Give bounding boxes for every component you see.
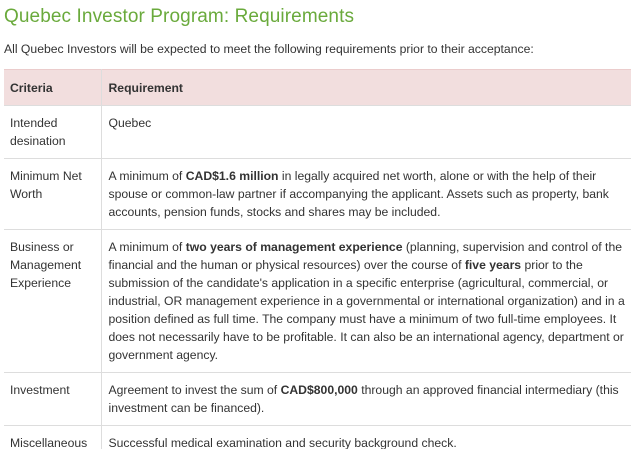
requirement-highlight: five years: [464, 258, 522, 272]
criteria-cell: Miscellaneous: [4, 426, 101, 449]
requirement-highlight: CAD$1.6 million: [185, 169, 279, 183]
header-requirement: Requirement: [101, 70, 631, 106]
requirement-text: A minimum of: [108, 240, 186, 254]
requirement-highlight: two years of management experience: [185, 240, 403, 254]
criteria-cell: Investment: [4, 373, 101, 426]
table-row: [4, 159, 631, 230]
table-row: [4, 230, 631, 373]
table-row: [4, 426, 631, 449]
requirement-cell: [101, 159, 631, 230]
requirement-text: A minimum of: [108, 169, 186, 183]
requirement-text: in legally acquired net worth, alone or with the help of their spouse or common-law partner if accompanying the applicant. Assets such as property, bank accounts, pension funds, stocks and shares may be included.: [108, 169, 609, 219]
requirement-text: Agreement to invest the sum of: [108, 383, 281, 397]
intro-text: All Quebec Investors will be expected to meet the following requirements prior to their acceptance:: [4, 42, 534, 56]
table-header-row: [4, 70, 631, 106]
requirement-cell: [101, 373, 631, 426]
header-criteria: Criteria: [4, 70, 101, 106]
requirement-cell: [101, 106, 631, 159]
requirement-text: prior to the submission of the candidate's application in a specific enterprise (agricultural, commercial, or industrial, OR management experience in a governmental or international organization) and in a position defined as full time. The company must have a minimum of two full-time employees. It does not necessarily have to be profitable. It can also be an international agency, department or government agency.: [108, 258, 625, 362]
page-title: Quebec Investor Program: Requirements: [4, 6, 355, 27]
requirement-text: (planning, supervision and control of the financial and the human or physical resources) over the course of: [108, 240, 622, 272]
requirement-text: Quebec: [108, 116, 152, 130]
criteria-cell: Minimum Net Worth: [4, 159, 101, 230]
table-row: [4, 106, 631, 159]
requirement-text: Successful medical examination and security background check.: [108, 436, 457, 449]
requirement-cell: [101, 426, 631, 449]
requirements-table: [4, 69, 631, 449]
requirement-cell: [101, 230, 631, 373]
criteria-cell: Intended desination: [4, 106, 101, 159]
requirement-text: through an approved financial intermediary (this investment can be financed).: [108, 383, 619, 415]
requirement-highlight: CAD$800,000: [280, 383, 358, 397]
table-row: [4, 373, 631, 426]
criteria-cell: Business or Management Experience: [4, 230, 101, 373]
